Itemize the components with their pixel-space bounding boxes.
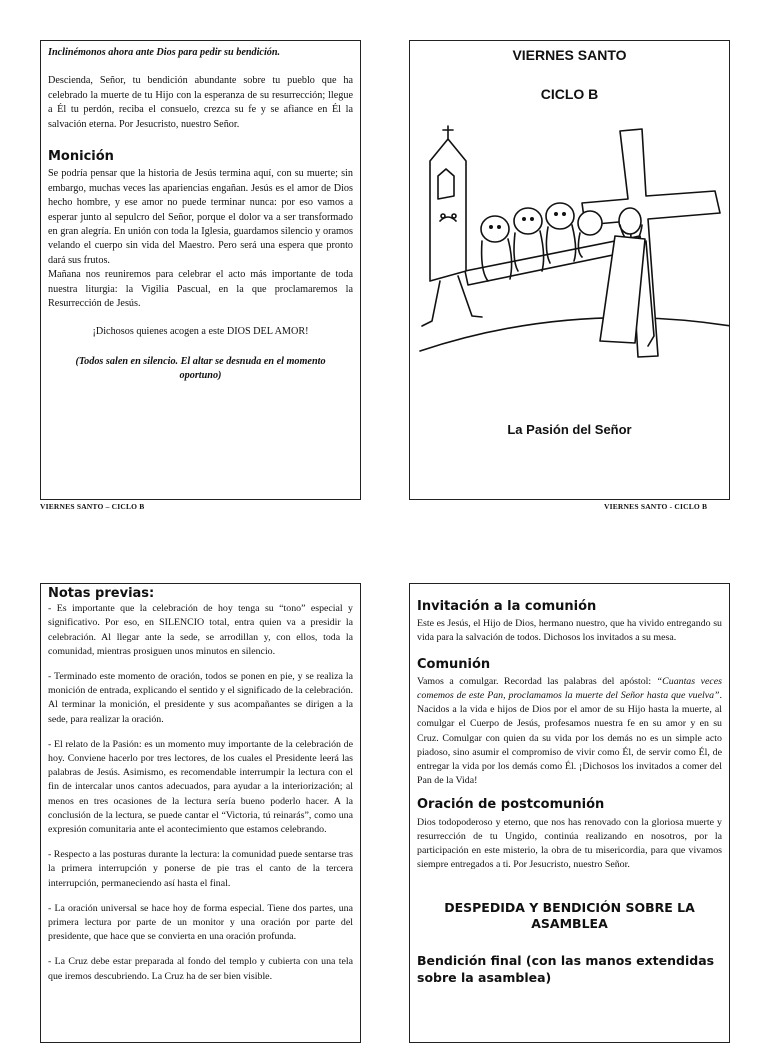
passion-illustration — [410, 121, 730, 361]
invitacion-title: Invitación a la comunión — [417, 599, 597, 614]
note-4: - Respecto a las posturas durante la lectura: la comunidad puede sentarse tras la primera interrupción y ponerse de pie tras el canto de la tercera interrupción, permaneciendo así hasta el final. — [48, 849, 353, 889]
footer-right: VIERNES SANTO - CICLO B — [604, 502, 708, 511]
comunion-title: Comunión — [417, 656, 491, 672]
monicion-p2: Mañana nos reuniremos para celebrar el acto más importante de toda nuestra liturgia: la Vigilia Pascual, en la que proclamaremos la Resurrección de Jesús. — [48, 269, 353, 310]
despedida-title: DESPEDIDA Y BENDICIÓN SOBRE LA ASAMBLEA — [444, 900, 695, 932]
panel-top-left — [40, 40, 361, 500]
note-6: - La Cruz debe estar preparada al fondo del templo y cubierta con una tela que iremos descubriendo. La Cruz ha de ser bien visible. — [48, 956, 353, 982]
notas-title: Notas previas: — [48, 586, 155, 601]
panel-bottom-right — [409, 583, 730, 1043]
footer-left: VIERNES SANTO – CICLO B — [40, 502, 145, 511]
bendicion-note: (con las manos extendidas sobre la asamblea) — [417, 953, 715, 986]
note-1: - Es importante que la celebración de hoy tenga su “tono” especial y significativo. Por eso, en SILENCIO total, entra quien va a presidir la celebración. Al llegar ante la sede, se arrodillan y, con ellos, toda la comunidad, mientras prosiguen unos minutos en silencio. — [48, 603, 353, 657]
dichosos-line: ¡Dichosos quienes acogen a este DIOS DEL AMOR! — [92, 325, 309, 337]
monicion-title: Monición — [48, 149, 114, 165]
cover-title: VIERNES SANTO — [512, 47, 627, 63]
comunion-intro: Vamos a comulgar. Recordad las palabras del apóstol: — [417, 675, 657, 687]
postcomunion-text: Dios todopoderoso y eterno, que nos has renovado con la gloriosa muerte y resurrección de tu Ungido, continúa realizando en nosotros, por la participación en este misterio, la obra de tu misericordia, para que vivamos siempre entregados a ti. Por Jesucristo, nuestro Señor. — [417, 816, 722, 871]
comunion-text — [417, 675, 722, 789]
note-2: - Terminado este momento de oración, todos se ponen en pie, y se realiza la monición de entrada, explicando el sentido y el significado de la celebración. Al terminar la monición, el presidente y sus acompañantes se dirigen a la sede, para realizar la oración. — [48, 671, 353, 725]
note-5: - La oración universal se hace hoy de forma especial. Tiene dos partes, una primera lectura por parte de un monitor y una oración por parte del presidente, que hace que se convierta en una oración profunda. — [48, 902, 353, 943]
silence-note: (Todos salen en silencio. El altar se desnuda en el momento oportuno) — [75, 355, 326, 382]
cover-subtitle: CICLO B — [540, 86, 599, 102]
invitacion-text: Este es Jesús, el Hijo de Dios, hermano nuestro, que ha vivido entregando su vida para la salvación de todos. Dichosos los invitados a su mesa. — [417, 618, 722, 644]
bendicion-block — [417, 952, 722, 986]
comunion-quote: “Cuantas veces comemos de este Pan, proclamamos la muerte del Señor hasta que vuelva” — [417, 675, 722, 702]
intro-heading: Inclinémonos ahora ante Dios para pedir su bendición. — [48, 47, 281, 58]
postcomunion-title: Oración de postcomunión — [417, 797, 605, 813]
monicion-p1: Se podría pensar que la historia de Jesús termina aquí, con su muerte; sin embargo, muchas veces las apariencias engañan. Jesús es el amor de Dios hecho hombre, y ese amor no puede terminar nunca: por eso vamos a esperar junto al sepulcro del Señor, porque el dolor va a ser transformado en gran alegría. En unión con toda la Iglesia, guardamos silencio y oramos velando el cuerpo sin vida del Maestro. Pero será una espera que pronto dará sus frutos. — [48, 168, 353, 266]
panel-top-right — [409, 40, 730, 500]
note-3: - El relato de la Pasión: es un momento muy importante de la celebración de hoy. Conviene hacerlo por tres lectores, de los cuales el Presidente leerá las palabras de Jesús. Asimismo, es recomendable interrumpir la lectura con el fin de intercalar unos cantos adecuados, para ayudar a la interiorización; al menos en tres ocasiones de la lectura sería bueno poderlo hacer. A la conclusión de la lectura, se puede cantar el “Victoria, tú reinarás”, como una expresión comunitaria ante el acontecimiento que estamos celebrando. — [48, 738, 353, 836]
cover-caption: La Pasión del Señor — [507, 422, 632, 437]
panel-bottom-left — [40, 583, 361, 1043]
bendicion-title: Bendición final — [417, 953, 522, 969]
comunion-rest: . Nacidos a la vida e hijos de Dios por el amor de su Hijo hasta la muerte, al comulgar el Cuerpo de Jesús, profesamos nuestra fe en su amor y en su Cruz. Comulgar con quien da su vida por los demás no es un simple acto piadoso, sino asumir el compromiso de vivir como Él, de servir como Él, de entregar la vida por los demás como Él. ¡Dichosos los invitados a comer del Pan de la Vida! — [417, 690, 722, 787]
blessing-text: Descienda, Señor, tu bendición abundante sobre tu pueblo que ha celebrado la muerte de tu Hijo con la esperanza de su resurrección; llegue a Él tu perdón, reciba el consuelo, crezca su fe y se afiance en Él la salvación eterna. Por Jesucristo, nuestro Señor. — [48, 75, 353, 130]
